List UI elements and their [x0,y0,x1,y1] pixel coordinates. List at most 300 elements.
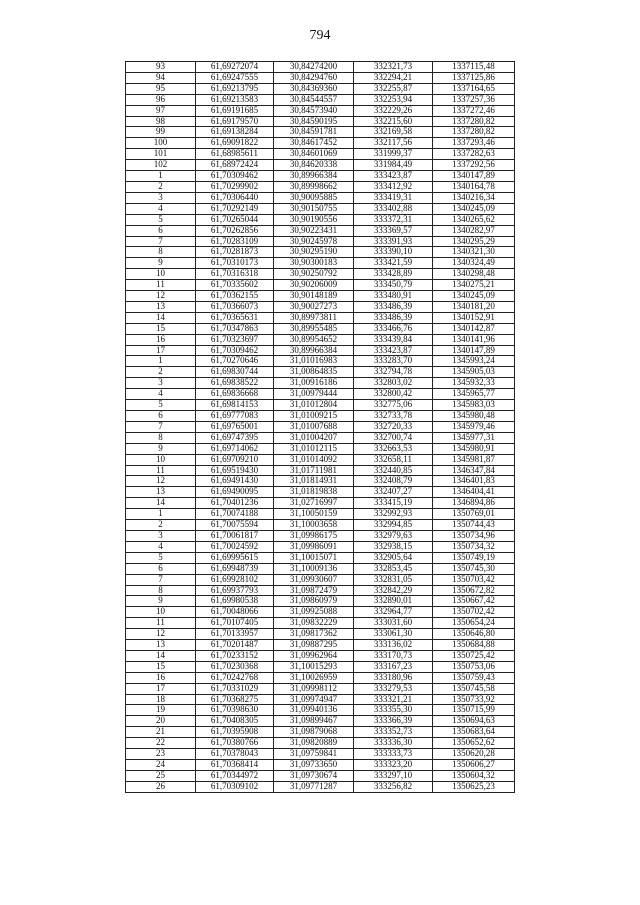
table-row [126,247,515,258]
longitude-cell: 31,09872479 [274,585,354,596]
longitude-cell: 31,01012804 [274,400,354,411]
table-row [126,389,515,400]
point-number-cell: 26 [126,781,196,792]
y-coordinate-cell: 1345965,77 [433,389,515,400]
table-row [126,258,515,269]
x-coordinate-cell: 333170,73 [354,650,433,661]
table-row [126,236,515,247]
point-number-cell: 12 [126,629,196,640]
table-row [126,465,515,476]
y-coordinate-cell: 1346894,86 [433,498,515,509]
point-number-cell: 7 [126,421,196,432]
latitude-cell: 61,69777083 [196,411,274,422]
point-number-cell: 2 [126,181,196,192]
point-number-cell: 12 [126,476,196,487]
x-coordinate-cell: 333415,19 [354,498,433,509]
longitude-cell: 31,09832229 [274,618,354,629]
longitude-cell: 30,84369360 [274,83,354,94]
y-coordinate-cell: 1350733,92 [433,694,515,705]
table-row [126,345,515,356]
point-number-cell: 93 [126,62,196,73]
longitude-cell: 31,01012115 [274,443,354,454]
latitude-cell: 61,70380766 [196,738,274,749]
y-coordinate-cell: 1340275,21 [433,280,515,291]
table-row [126,411,515,422]
y-coordinate-cell: 1340147,89 [433,171,515,182]
table-row [126,607,515,618]
table-row [126,541,515,552]
x-coordinate-cell: 332803,02 [354,378,433,389]
point-number-cell: 7 [126,574,196,585]
x-coordinate-cell: 333136,02 [354,640,433,651]
point-number-cell: 100 [126,138,196,149]
x-coordinate-cell: 332658,11 [354,454,433,465]
x-coordinate-cell: 333372,31 [354,214,433,225]
latitude-cell: 61,70344972 [196,770,274,781]
longitude-cell: 30,84620338 [274,160,354,171]
table-row [126,781,515,792]
point-number-cell: 4 [126,541,196,552]
latitude-cell: 61,69272074 [196,62,274,73]
x-coordinate-cell: 332408,79 [354,476,433,487]
longitude-cell: 30,90095885 [274,192,354,203]
point-number-cell: 14 [126,498,196,509]
latitude-cell: 61,70024592 [196,541,274,552]
point-number-cell: 5 [126,214,196,225]
latitude-cell: 61,69948739 [196,563,274,574]
longitude-cell: 31,09998112 [274,683,354,694]
y-coordinate-cell: 1345932,33 [433,378,515,389]
point-number-cell: 15 [126,323,196,334]
table-row [126,432,515,443]
table-row [126,760,515,771]
point-number-cell: 3 [126,192,196,203]
y-coordinate-cell: 1340141,96 [433,334,515,345]
latitude-cell: 61,70309462 [196,345,274,356]
table-row [126,291,515,302]
y-coordinate-cell: 1350604,32 [433,770,515,781]
x-coordinate-cell: 332890,01 [354,596,433,607]
x-coordinate-cell: 333256,82 [354,781,433,792]
x-coordinate-cell: 332905,64 [354,552,433,563]
longitude-cell: 30,90148189 [274,291,354,302]
point-number-cell: 1 [126,171,196,182]
y-coordinate-cell: 1350753,06 [433,661,515,672]
latitude-cell: 61,70323697 [196,334,274,345]
table-row [126,269,515,280]
point-number-cell: 101 [126,149,196,160]
y-coordinate-cell: 1350606,27 [433,760,515,771]
table-row [126,443,515,454]
latitude-cell: 61,69937793 [196,585,274,596]
point-number-cell: 5 [126,400,196,411]
point-number-cell: 13 [126,487,196,498]
x-coordinate-cell: 332794,78 [354,367,433,378]
longitude-cell: 30,90250792 [274,269,354,280]
longitude-cell: 30,84544557 [274,94,354,105]
point-number-cell: 98 [126,116,196,127]
y-coordinate-cell: 1350625,23 [433,781,515,792]
point-number-cell: 2 [126,367,196,378]
table-row [126,171,515,182]
x-coordinate-cell: 333283,70 [354,356,433,367]
longitude-cell: 31,00916186 [274,378,354,389]
point-number-cell: 1 [126,509,196,520]
x-coordinate-cell: 332938,15 [354,541,433,552]
point-number-cell: 11 [126,280,196,291]
y-coordinate-cell: 1340265,62 [433,214,515,225]
point-number-cell: 16 [126,334,196,345]
y-coordinate-cell: 1350745,30 [433,563,515,574]
latitude-cell: 61,69491430 [196,476,274,487]
y-coordinate-cell: 1345979,46 [433,421,515,432]
longitude-cell: 31,09899467 [274,716,354,727]
table-row [126,661,515,672]
table-row [126,83,515,94]
point-number-cell: 102 [126,160,196,171]
latitude-cell: 61,69091822 [196,138,274,149]
x-coordinate-cell: 333480,91 [354,291,433,302]
longitude-cell: 31,09879068 [274,727,354,738]
y-coordinate-cell: 1340324,49 [433,258,515,269]
table-row [126,716,515,727]
table-row [126,705,515,716]
table-row [126,738,515,749]
point-number-cell: 10 [126,607,196,618]
latitude-cell: 61,68985611 [196,149,274,160]
latitude-cell: 61,70283109 [196,236,274,247]
point-number-cell: 17 [126,683,196,694]
point-number-cell: 8 [126,432,196,443]
x-coordinate-cell: 332842,29 [354,585,433,596]
point-number-cell: 17 [126,345,196,356]
x-coordinate-cell: 332215,60 [354,116,433,127]
point-number-cell: 13 [126,640,196,651]
latitude-cell: 61,70107405 [196,618,274,629]
longitude-cell: 30,84601069 [274,149,354,160]
latitude-cell: 61,69213795 [196,83,274,94]
point-number-cell: 20 [126,716,196,727]
point-number-cell: 95 [126,83,196,94]
point-number-cell: 3 [126,378,196,389]
longitude-cell: 31,09925088 [274,607,354,618]
point-number-cell: 4 [126,203,196,214]
y-coordinate-cell: 1350694,63 [433,716,515,727]
point-number-cell: 6 [126,563,196,574]
x-coordinate-cell: 332775,06 [354,400,433,411]
y-coordinate-cell: 1340245,09 [433,203,515,214]
x-coordinate-cell: 333428,89 [354,269,433,280]
table-row [126,421,515,432]
x-coordinate-cell: 332800,42 [354,389,433,400]
latitude-cell: 61,70335602 [196,280,274,291]
point-number-cell: 5 [126,552,196,563]
table-row [126,181,515,192]
y-coordinate-cell: 1350749,19 [433,552,515,563]
latitude-cell: 61,70368414 [196,760,274,771]
table-row [126,356,515,367]
longitude-cell: 31,01004207 [274,432,354,443]
x-coordinate-cell: 333412,92 [354,181,433,192]
longitude-cell: 31,09887295 [274,640,354,651]
x-coordinate-cell: 332229,26 [354,105,433,116]
latitude-cell: 61,70242768 [196,672,274,683]
x-coordinate-cell: 332853,45 [354,563,433,574]
longitude-cell: 31,09962964 [274,650,354,661]
longitude-cell: 31,10015071 [274,552,354,563]
latitude-cell: 61,70309102 [196,781,274,792]
x-coordinate-cell: 332964,77 [354,607,433,618]
longitude-cell: 31,09759841 [274,749,354,760]
y-coordinate-cell: 1345977,31 [433,432,515,443]
x-coordinate-cell: 332994,85 [354,520,433,531]
latitude-cell: 61,70292149 [196,203,274,214]
x-coordinate-cell: 333421,59 [354,258,433,269]
y-coordinate-cell: 1350769,01 [433,509,515,520]
table-row [126,312,515,323]
point-number-cell: 2 [126,520,196,531]
table-row [126,203,515,214]
x-coordinate-cell: 333279,53 [354,683,433,694]
latitude-cell: 61,70398630 [196,705,274,716]
x-coordinate-cell: 333390,10 [354,247,433,258]
latitude-cell: 61,70061817 [196,530,274,541]
x-coordinate-cell: 333321,21 [354,694,433,705]
longitude-cell: 31,09930607 [274,574,354,585]
y-coordinate-cell: 1337115,48 [433,62,515,73]
y-coordinate-cell: 1340152,91 [433,312,515,323]
latitude-cell: 61,68972424 [196,160,274,171]
table-row [126,672,515,683]
latitude-cell: 61,70331029 [196,683,274,694]
longitude-cell: 30,90027273 [274,301,354,312]
coordinates-table [125,61,515,793]
longitude-cell: 31,09730674 [274,770,354,781]
x-coordinate-cell: 333486,39 [354,301,433,312]
table-row [126,105,515,116]
x-coordinate-cell: 333450,79 [354,280,433,291]
longitude-cell: 31,01014092 [274,454,354,465]
y-coordinate-cell: 1340147,89 [433,345,515,356]
y-coordinate-cell: 1350725,42 [433,650,515,661]
y-coordinate-cell: 1350745,58 [433,683,515,694]
y-coordinate-cell: 1340282,97 [433,225,515,236]
table-row [126,498,515,509]
y-coordinate-cell: 1345993,24 [433,356,515,367]
page-number: 794 [309,28,331,43]
x-coordinate-cell: 333031,60 [354,618,433,629]
point-number-cell: 21 [126,727,196,738]
y-coordinate-cell: 1345980,48 [433,411,515,422]
y-coordinate-cell: 1337282,63 [433,149,515,160]
latitude-cell: 61,70075594 [196,520,274,531]
latitude-cell: 61,70347863 [196,323,274,334]
y-coordinate-cell: 1337125,86 [433,72,515,83]
y-coordinate-cell: 1346401,83 [433,476,515,487]
x-coordinate-cell: 333423,87 [354,171,433,182]
table-row [126,749,515,760]
table-row [126,520,515,531]
point-number-cell: 7 [126,236,196,247]
latitude-cell: 61,70233152 [196,650,274,661]
y-coordinate-cell: 1350702,42 [433,607,515,618]
longitude-cell: 30,89955485 [274,323,354,334]
y-coordinate-cell: 1337292,56 [433,160,515,171]
y-coordinate-cell: 1337164,65 [433,83,515,94]
point-number-cell: 6 [126,411,196,422]
longitude-cell: 31,01814931 [274,476,354,487]
longitude-cell: 30,89966384 [274,345,354,356]
x-coordinate-cell: 332255,87 [354,83,433,94]
latitude-cell: 61,69747395 [196,432,274,443]
latitude-cell: 61,70262856 [196,225,274,236]
longitude-cell: 30,84590195 [274,116,354,127]
table-row [126,683,515,694]
point-number-cell: 96 [126,94,196,105]
latitude-cell: 61,70201487 [196,640,274,651]
latitude-cell: 61,70395908 [196,727,274,738]
point-number-cell: 6 [126,225,196,236]
x-coordinate-cell: 332831,05 [354,574,433,585]
longitude-cell: 31,09974947 [274,694,354,705]
x-coordinate-cell: 333486,39 [354,312,433,323]
y-coordinate-cell: 1350703,42 [433,574,515,585]
table-row [126,378,515,389]
longitude-cell: 30,90295190 [274,247,354,258]
table-row [126,400,515,411]
latitude-cell: 61,70048066 [196,607,274,618]
point-number-cell: 11 [126,618,196,629]
table-row [126,487,515,498]
latitude-cell: 61,69830744 [196,367,274,378]
table-row [126,280,515,291]
x-coordinate-cell: 332321,73 [354,62,433,73]
table-row [126,650,515,661]
table-row [126,127,515,138]
longitude-cell: 31,09860979 [274,596,354,607]
y-coordinate-cell: 1345983,03 [433,400,515,411]
point-number-cell: 94 [126,72,196,83]
x-coordinate-cell: 332700,74 [354,432,433,443]
table-row [126,192,515,203]
x-coordinate-cell: 332992,93 [354,509,433,520]
longitude-cell: 31,09817362 [274,629,354,640]
longitude-cell: 30,84274200 [274,62,354,73]
longitude-cell: 31,09986091 [274,541,354,552]
table-row [126,694,515,705]
table-row [126,149,515,160]
point-number-cell: 97 [126,105,196,116]
table-row [126,94,515,105]
y-coordinate-cell: 1350620,28 [433,749,515,760]
longitude-cell: 30,90190556 [274,214,354,225]
y-coordinate-cell: 1346347,84 [433,465,515,476]
table-row [126,629,515,640]
x-coordinate-cell: 333355,30 [354,705,433,716]
x-coordinate-cell: 333297,10 [354,770,433,781]
y-coordinate-cell: 1340295,29 [433,236,515,247]
x-coordinate-cell: 333391,93 [354,236,433,247]
x-coordinate-cell: 332253,94 [354,94,433,105]
longitude-cell: 31,09771287 [274,781,354,792]
x-coordinate-cell: 333061,30 [354,629,433,640]
longitude-cell: 31,09733650 [274,760,354,771]
y-coordinate-cell: 1350667,42 [433,596,515,607]
longitude-cell: 30,90300183 [274,258,354,269]
table-row [126,214,515,225]
latitude-cell: 61,70270646 [196,356,274,367]
table-row [126,62,515,73]
x-coordinate-cell: 332117,56 [354,138,433,149]
longitude-cell: 30,90245978 [274,236,354,247]
point-number-cell: 24 [126,760,196,771]
x-coordinate-cell: 332440,85 [354,465,433,476]
latitude-cell: 61,70299902 [196,181,274,192]
table-row [126,72,515,83]
latitude-cell: 61,70133957 [196,629,274,640]
longitude-cell: 31,09940136 [274,705,354,716]
longitude-cell: 30,89954652 [274,334,354,345]
x-coordinate-cell: 333369,57 [354,225,433,236]
y-coordinate-cell: 1337280,82 [433,116,515,127]
x-coordinate-cell: 332979,63 [354,530,433,541]
table-row [126,770,515,781]
x-coordinate-cell: 331999,37 [354,149,433,160]
table-row [126,301,515,312]
point-number-cell: 14 [126,650,196,661]
x-coordinate-cell: 333167,23 [354,661,433,672]
longitude-cell: 30,89998662 [274,181,354,192]
x-coordinate-cell: 331984,49 [354,160,433,171]
x-coordinate-cell: 332169,58 [354,127,433,138]
latitude-cell: 61,70309462 [196,171,274,182]
latitude-cell: 61,69714062 [196,443,274,454]
latitude-cell: 61,70265044 [196,214,274,225]
longitude-cell: 31,01819838 [274,487,354,498]
latitude-cell: 61,70366073 [196,301,274,312]
y-coordinate-cell: 1350683,64 [433,727,515,738]
latitude-cell: 61,70408305 [196,716,274,727]
y-coordinate-cell: 1337293,46 [433,138,515,149]
y-coordinate-cell: 1340321,30 [433,247,515,258]
point-number-cell: 25 [126,770,196,781]
x-coordinate-cell: 332663,53 [354,443,433,454]
table-row [126,323,515,334]
point-number-cell: 9 [126,596,196,607]
x-coordinate-cell: 333352,73 [354,727,433,738]
latitude-cell: 61,69213583 [196,94,274,105]
longitude-cell: 31,10026959 [274,672,354,683]
point-number-cell: 11 [126,465,196,476]
x-coordinate-cell: 333336,30 [354,738,433,749]
point-number-cell: 16 [126,672,196,683]
longitude-cell: 30,84617452 [274,138,354,149]
latitude-cell: 61,69814153 [196,400,274,411]
table-row [126,509,515,520]
table-row [126,138,515,149]
y-coordinate-cell: 1340216,34 [433,192,515,203]
y-coordinate-cell: 1350734,96 [433,530,515,541]
point-number-cell: 22 [126,738,196,749]
latitude-cell: 61,70378043 [196,749,274,760]
longitude-cell: 31,10015293 [274,661,354,672]
latitude-cell: 61,70401236 [196,498,274,509]
point-number-cell: 12 [126,291,196,302]
latitude-cell: 61,69838522 [196,378,274,389]
table-row [126,225,515,236]
longitude-cell: 30,84591781 [274,127,354,138]
x-coordinate-cell: 333419,31 [354,192,433,203]
